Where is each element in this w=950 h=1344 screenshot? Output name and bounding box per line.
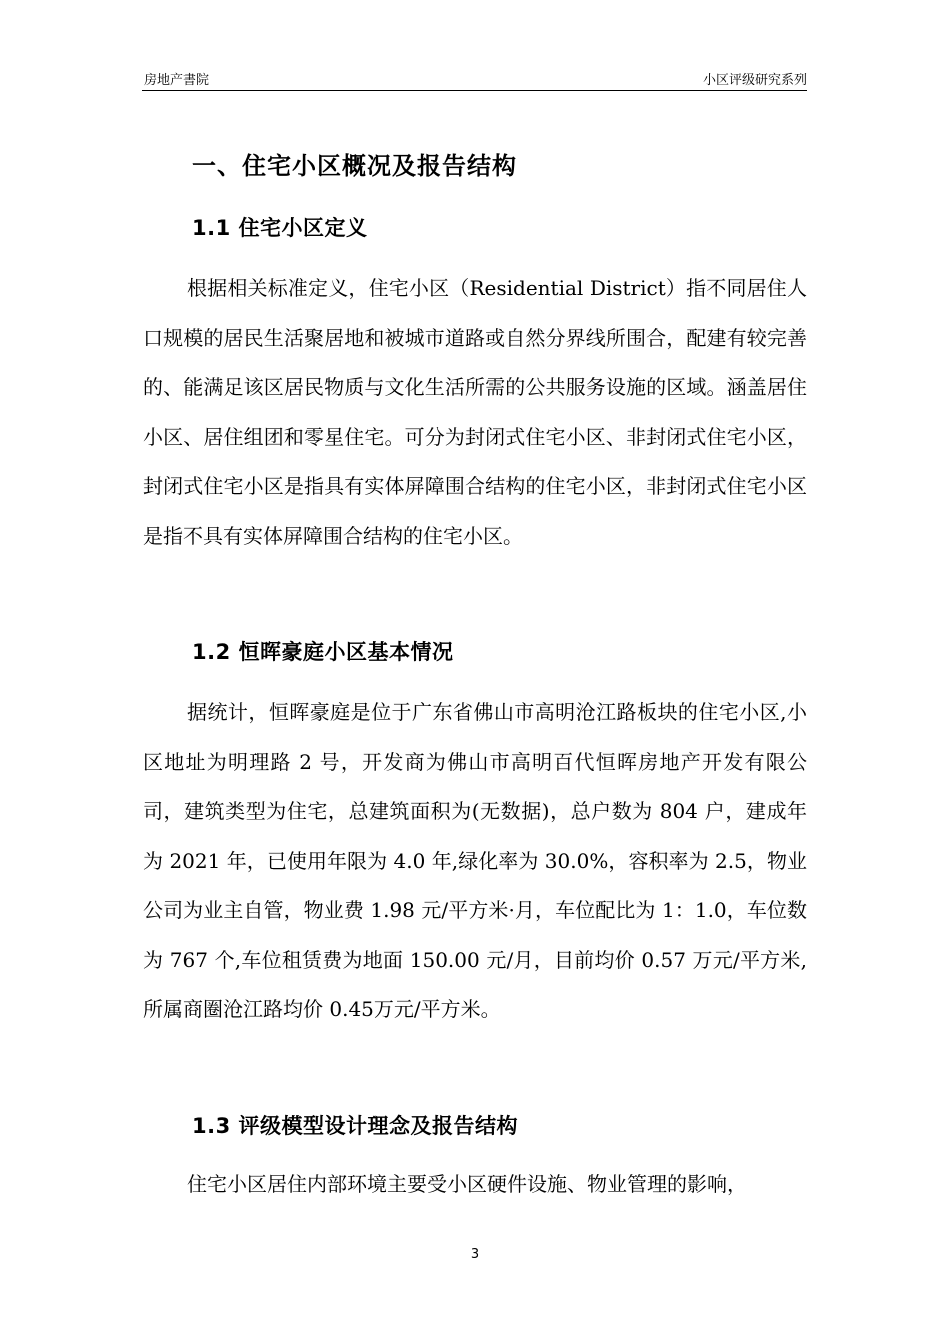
section-title-1-1: 1.1 住宅小区定义 <box>192 216 368 240</box>
page-header <box>142 66 807 91</box>
section-title-1-2: 1.2 恒晖豪庭小区基本情况 <box>192 640 454 664</box>
chapter-title: 一、住宅小区概况及报告结构 <box>192 152 517 180</box>
section-title-1-3: 1.3 评级模型设计理念及报告结构 <box>192 1114 519 1138</box>
section-paragraph-1-3: 住宅小区居住内部环境主要受小区硬件设施、物业管理的影响， <box>187 1172 747 1196</box>
section-paragraph-1-2: 据统计，恒晖豪庭是位于广东省佛山市高明沧江路板块的住宅小区,小区地址为明理路 2 号，开发商为佛山市高明百代恒晖房地产开发有限公司，建筑类型为住宅，总建筑面积为(无数据)，总户数为 804 户，建成年为 2021 年，已使用年限为 4.0 年,绿化率为 30.0%，容积率为 2.5，物业公司为业主自管，物业费 1.98 元/平方米·月，车位配比为 1：1.0，车位数为 767 个,车位租赁费为地面 150.00 元/月，目前均价 0.57 万元/平方米,所属商圈沧江路均价 0.45万元/平方米。 <box>143 700 807 1021</box>
header-series: 小区评级研究系列 <box>702 73 807 88</box>
section-paragraph-1-1: 根据相关标准定义，住宅小区（Residential District）指不同居住人口规模的居民生活聚居地和被城市道路或自然分界线所围合，配建有较完善的、能满足该区居民物质与文化生活所需的公共服务设施的区域。涵盖居住小区、居住组团和零星住宅。可分为封闭式住宅小区、非封闭式住宅小区，封闭式住宅小区是指具有实体屏障围合结构的住宅小区，非封闭式住宅小区是指不具有实体屏障围合结构的住宅小区。 <box>143 276 807 548</box>
page-number: 3 <box>470 1247 480 1262</box>
header-publisher: 房地产書院 <box>144 73 210 88</box>
